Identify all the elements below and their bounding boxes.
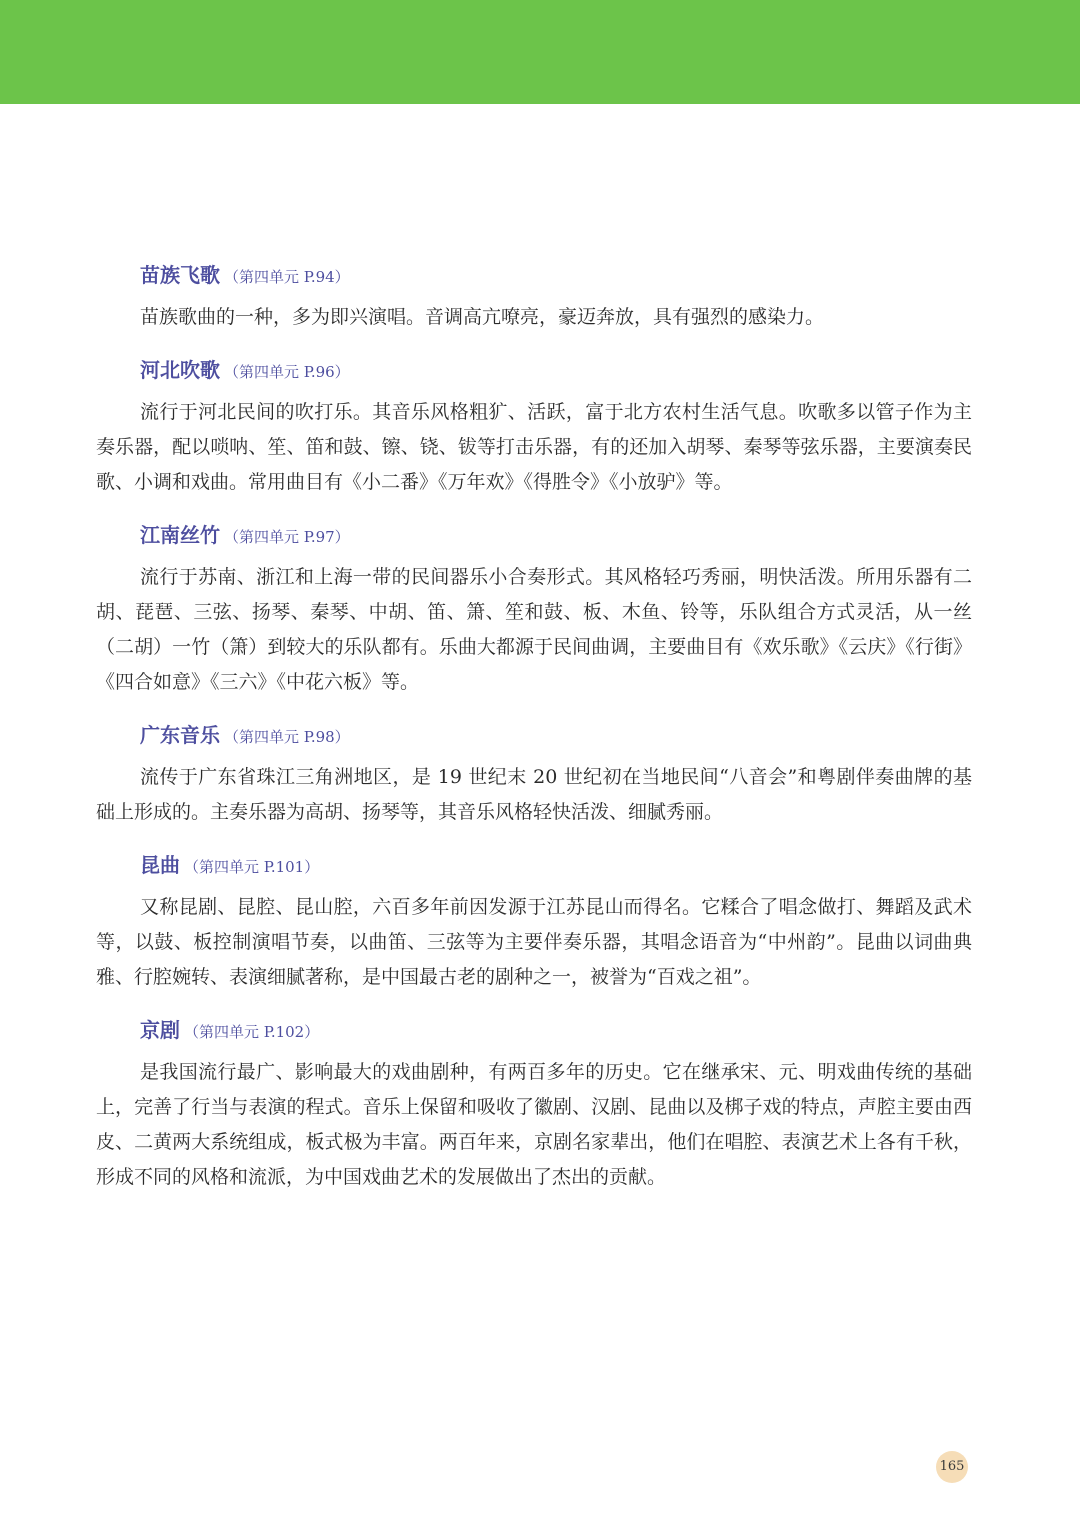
- entry-description: 流行于苏南、浙江和上海一带的民间器乐小合奏形式。其风格轻巧秀丽，明快活泼。所用乐器有二胡、琵琶、三弦、扬琴、秦琴、中胡、笛、箫、笙和鼓、板、木鱼、铃等，乐队组合方式灵活，从一丝（二胡）一竹（箫）到较大的乐队都有。乐曲大都源于民间曲调，主要曲目有《欢乐歌》《云庆》《行街》《四合如意》《三六》《中花六板》等。: [96, 566, 972, 693]
- glossary-entry-guangdong-yinyue: [96, 716, 972, 830]
- entry-reference: （第四单元 P.94）: [224, 268, 350, 286]
- entry-heading: [96, 1011, 972, 1049]
- glossary-entry-hebei-chuige: [96, 351, 972, 500]
- entry-description: 流行于河北民间的吹打乐。其音乐风格粗犷、活跃，富于北方农村生活气息。吹歌多以管子作为主奏乐器，配以唢呐、笙、笛和鼓、镲、铙、钹等打击乐器，有的还加入胡琴、秦琴等弦乐器，主要演奏民歌、小调和戏曲。常用曲目有《小二番》《万年欢》《得胜令》《小放驴》等。: [96, 401, 972, 493]
- glossary-entry-jingju: [96, 1011, 972, 1195]
- entry-term: 河北吹歌: [140, 358, 220, 382]
- entry-reference: （第四单元 P.102）: [184, 1023, 320, 1041]
- entry-heading: [96, 846, 972, 884]
- entry-description: 又称昆剧、昆腔、昆山腔，六百多年前因发源于江苏昆山而得名。它糅合了唱念做打、舞蹈及武术等，以鼓、板控制演唱节奏，以曲笛、三弦等为主要伴奏乐器，其唱念语音为“中州韵”。昆曲以词曲典雅、行腔婉转、表演细腻著称，是中国最古老的剧种之一，被誉为“百戏之祖”。: [96, 896, 972, 988]
- entry-heading: [96, 256, 972, 294]
- header-band: [0, 0, 1080, 104]
- entry-heading: [96, 516, 972, 554]
- entry-term: 京剧: [140, 1018, 180, 1042]
- page-number-badge: 165: [936, 1451, 968, 1483]
- glossary-content: [96, 256, 972, 1211]
- entry-description: 苗族歌曲的一种，多为即兴演唱。音调高亢嘹亮，豪迈奔放，具有强烈的感染力。: [140, 306, 825, 328]
- entry-term: 苗族飞歌: [140, 263, 220, 287]
- entry-heading: [96, 716, 972, 754]
- entry-reference: （第四单元 P.101）: [184, 858, 320, 876]
- glossary-entry-kunqu: [96, 846, 972, 995]
- entry-term: 广东音乐: [140, 723, 220, 747]
- entry-reference: （第四单元 P.98）: [224, 728, 350, 746]
- entry-reference: （第四单元 P.96）: [224, 363, 350, 381]
- entry-description: 是我国流行最广、影响最大的戏曲剧种，有两百多年的历史。它在继承宋、元、明戏曲传统的基础上，完善了行当与表演的程式。音乐上保留和吸收了徽剧、汉剧、昆曲以及梆子戏的特点，声腔主要由西皮、二黄两大系统组成，板式极为丰富。两百年来，京剧名家辈出，他们在唱腔、表演艺术上各有千秋，形成不同的风格和流派，为中国戏曲艺术的发展做出了杰出的贡献。: [96, 1061, 972, 1188]
- entry-description: 流传于广东省珠江三角洲地区，是 19 世纪末 20 世纪初在当地民间“八音会”和粤剧伴奏曲牌的基础上形成的。主奏乐器为高胡、扬琴等，其音乐风格轻快活泼、细腻秀丽。: [96, 766, 972, 823]
- glossary-entry-miaozu-feige: [96, 256, 972, 335]
- entry-term: 江南丝竹: [140, 523, 220, 547]
- entry-heading: [96, 351, 972, 389]
- entry-reference: （第四单元 P.97）: [224, 528, 350, 546]
- glossary-entry-jiangnan-sizhu: [96, 516, 972, 700]
- entry-term: 昆曲: [140, 853, 180, 877]
